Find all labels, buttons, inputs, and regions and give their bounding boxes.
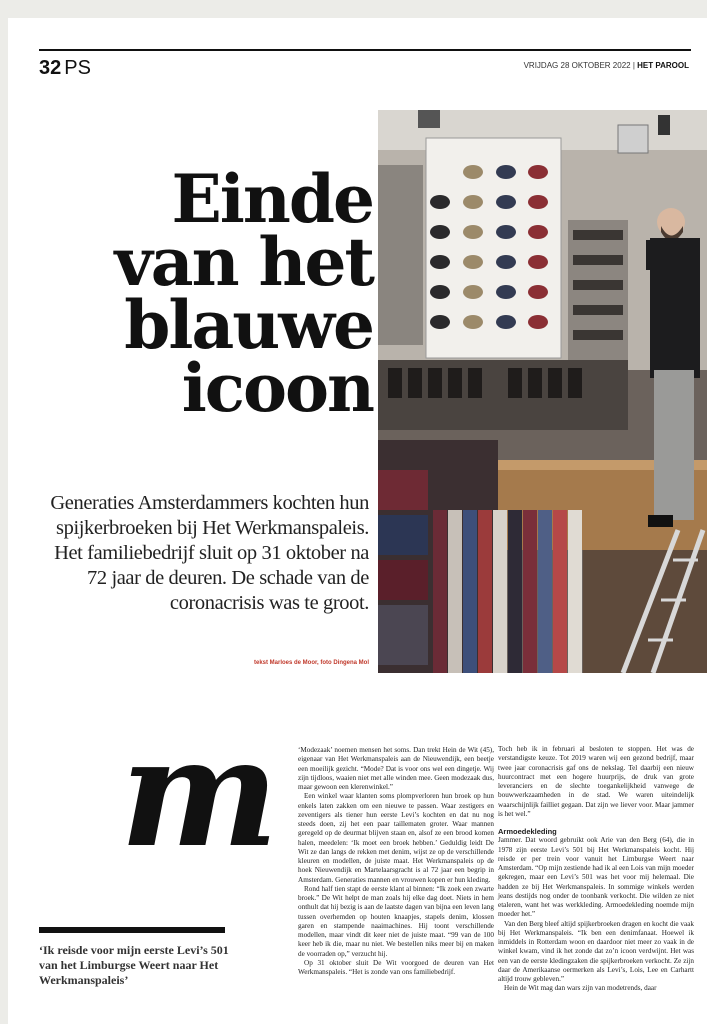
header-rule [39, 49, 691, 51]
paragraph: Jammer. Dat woord gebruikt ook Arie van den Berg (64), die in 1978 zijn eerste Levi’s 501 bij Het Werkmanspaleis kocht. Hij reisde er per trein voor vanuit het Limburgse Weert naar Amsterdam. “Op mijn zestiende had ik al een Lois van mijn moeder gekregen, maar een Levi’s 501 was het voor mij helemaal. Die hadden ze bij Het Werkmanspaleis. In sommige winkels werden jeans destijds nog onder de toonbank verkocht. Die wilden ze niet etaleren, want het was werkkleding. Armoedekleding noemde mijn moeder het.” [498, 836, 695, 919]
page-number [39, 57, 91, 80]
store-photo [378, 110, 707, 673]
headline [48, 160, 373, 427]
headline-line-2: van het [114, 223, 373, 301]
store-photo-illustration [378, 110, 707, 673]
pull-quote: ‘Ik reisde voor mijn eerste Levi’s 501 van het Limburgse Weert naar Het Werkmanspaleis’ [39, 943, 229, 987]
paragraph: Een winkel waar klanten soms plompverloren hun broek op hun enkels laten zakken om een nieuwe te passen. Waar zestigers en zeventigers als tiener hun eerste Levi’s kochten en dat nu nog steeds doen, zij het een paar taillematen groter. Waar mannen geregeld op de deurmat blijven staan en, alsof ze een brood komen halen, meedelen: ‘Ik moet een broek hebben.’ Geduldig leidt De Wit ze dan langs de rekken met denim, wijst ze op de verschillende kleuren en modellen, de juiste maat. Het Werkmanspaleis op de hoek Nieuwendijk en Martelaarsgracht is al 72 jaar een begrip in Amsterdam. Generaties mannen en vrouwen kopen er hun kleding. [298, 792, 494, 884]
headline-line-4: icoon [181, 349, 373, 427]
photo-credit: tekst Marloes de Moor, foto Dingena Mol [253, 660, 369, 666]
headline-line-1: Einde [171, 160, 373, 238]
paragraph: Toch heb ik in februari al besloten te stoppen. Het was de verstandigste keuze. Tot 2019 waren wij een gezond bedrijf, maar twee jaar coronacrisis gaf ons de nekslag. Tel daarbij een nieuw huurcontract met een hogere huurprijs, de druk van grote leveranciers en de slechte toegankelijkheid vanwege de bouwwerkzaamheden in de stad. We waren uiteindelijk waarschijnlijk failliet gegaan. Dat zijn we liever voor. Maar jammer is het wel.” [498, 745, 694, 818]
dateline: VRIJDAG 28 OKTOBER 2022 | HET PAROOL [523, 61, 689, 70]
date-text: VRIJDAG 28 OKTOBER 2022 [523, 61, 631, 70]
paragraph: ‘Modezaak’ noemen mensen het soms. Dan trekt Hein de Wit (45), eigenaar van Het Werkmanspaleis aan de Nieuwendijk, een beetje een moeilijk gezicht. “Mode? Dat is voor ons wel een dingetje. Wij zijn tijdloos, waaien niet met alle winden mee. Geen modezaak dus, maar gewoon een klerenwinkel.” [298, 746, 494, 791]
paragraph: Hein de Wit mag dan wars zijn van modetrends, daar [504, 984, 657, 993]
section-label: PS [64, 57, 91, 79]
quote-rule [39, 927, 225, 933]
paragraph: Rond half tien stapt de eerste klant al binnen: “Ik zoek een zwarte broek.” De Wit helpt de man zoals hij elke dag doet. Niets in hem onthult dat hij bezig is aan de laatste dagen van bijna een leven lang tussen overhemden op houten knaapjes, stapels denim, klossen garen en stampende naaimachines. Hij toont verschillende modellen, maar vindt dit keer niet de juiste maat. “99 van de 100 keer heb ik die, maar nu niet. We bestellen niks meer bij en maken de voorraden op,” verzucht hij. [298, 884, 494, 958]
paragraph: Op 31 oktober sluit De Wit voorgoed de deuren van Het Werkmanspaleis. “Het is zonde van ons familiebedrijf. [298, 958, 494, 976]
page-number-value: 32 [39, 57, 62, 79]
subhead: Armoedekleding [498, 827, 557, 836]
headline-line-3: blauwe [124, 286, 373, 364]
drop-cap: m [120, 705, 273, 881]
article-column-2 [498, 745, 694, 994]
newspaper-page [8, 18, 707, 1024]
article-column-1 [298, 746, 494, 977]
publication-name: HET PAROOL [637, 61, 689, 70]
intro-paragraph: Generaties Amsterdammers kochten hun spijkerbroeken bij Het Werkmanspaleis. Het familiebedrijf sluit op 31 oktober na 72 jaar de deuren. De schade van de coronacrisis was te groot. [50, 492, 369, 614]
paragraph: Van den Berg bleef altijd spijkerbroeken dragen en kocht die vaak bij Het Werkmanspaleis. “Ik ben een denimfanaat. Hoewel ik inmiddels in Rotterdam woon en daardoor niet meer zo vaak in de winkel kwam, vind ik het zonde dat zo’n icoon verdwijnt. Het was een van de eerste kledingzaken die spijkerbroeken verkocht. Ze zijn daar de Amerikaanse oermerken als Levi’s, Lois, Lee en Carhartt altijd trouw gebleven.” [498, 919, 694, 983]
